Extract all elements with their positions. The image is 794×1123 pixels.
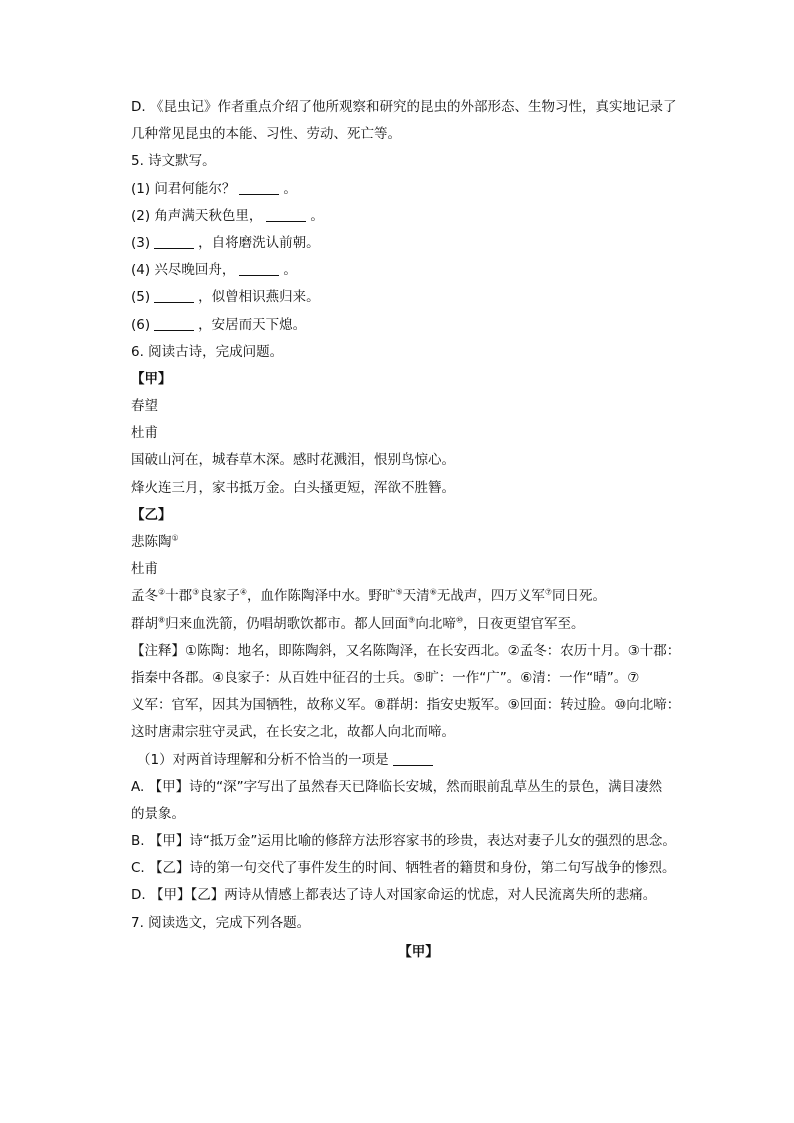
q7-title: 7. 阅读选文，完成下列各题。 <box>131 914 311 931</box>
poem-text: 向北啼 <box>415 615 456 632</box>
q6-option-d: D. 【甲】【乙】两诗从情感上都表达了诗人对国家命运的忧虑，对人民流离失所的悲痛。 <box>131 887 657 904</box>
answer-blank <box>239 261 279 276</box>
document-page <box>131 94 706 966</box>
q6-jia-label: 【甲】 <box>131 370 172 387</box>
q6-yi-label: 【乙】 <box>131 506 172 523</box>
q5-item <box>131 284 706 311</box>
q4-option-d-line2: 几种常见昆虫的本能、习性、劳动、死亡等。 <box>131 126 401 143</box>
poem-text: 无战声，四万义军 <box>436 588 545 605</box>
q6-option-b: B. 【甲】诗“抵万金”运用比喻的修辞方法形容家书的珍贵，表达对妻子儿女的强烈的思念。 <box>131 833 676 850</box>
note-marker: ⑩ <box>455 615 464 625</box>
q5-item-suffix: 。 <box>283 262 297 279</box>
q5-item <box>131 257 706 284</box>
q6-sub1 <box>131 747 706 774</box>
poem-text: 良家子 <box>199 588 240 605</box>
q7-jia-label: 【甲】 <box>398 943 439 960</box>
notes-line: 指秦中各郡。④良家子：从百姓中征召的士兵。⑤旷：一作“广”。⑥清：一作“晴”。⑦ <box>131 669 640 686</box>
q5-item-prefix: (6) <box>131 316 151 333</box>
q6-option-a-line2: 的景象。 <box>131 805 185 822</box>
poem-text: 孟冬 <box>131 588 158 605</box>
q5-item-prefix: (4) 兴尽晚回舟， <box>131 262 236 279</box>
q5-item <box>131 203 706 230</box>
poem-text: 天清 <box>402 588 430 605</box>
answer-blank <box>266 207 306 222</box>
poem-text: ，日夜更望官军至。 <box>463 615 585 632</box>
poem1-line1: 国破山河在，城春草木深。感时花溅泪，恨别鸟惊心。 <box>131 452 455 469</box>
poem2-line2 <box>131 611 706 638</box>
answer-blank <box>154 316 194 331</box>
answer-blank <box>154 288 194 303</box>
answer-blank <box>154 234 194 249</box>
q5-item-suffix: 。 <box>310 207 324 224</box>
q5-item-suffix: ，似曾相识燕归来。 <box>198 289 320 306</box>
q5-item <box>131 230 706 257</box>
q5-item-suffix: ，安居而天下熄。 <box>198 316 307 333</box>
poem2-author: 杜甫 <box>131 561 158 578</box>
q6-option-c: C. 【乙】诗的第一句交代了事件发生的时间、牺牲者的籍贯和身份，第二句写战争的惨烈。 <box>131 860 676 877</box>
q5-title: 5. 诗文默写。 <box>131 153 216 170</box>
answer-blank <box>393 751 433 766</box>
poem-text: ，血作陈陶泽中水。野旷 <box>247 588 396 605</box>
notes-line: 【注释】①陈陶：地名，即陈陶斜，又名陈陶泽，在长安西北。②孟冬：农历十月。③十郡： <box>131 642 681 659</box>
q5-item-prefix: (3) <box>131 234 151 251</box>
poem2-line1 <box>131 583 706 610</box>
q5-item-suffix: ，自将磨洗认前朝。 <box>198 234 320 251</box>
note-marker: ② <box>158 587 166 597</box>
poem-text: 归来血洗箭，仍唱胡歌饮都市。都人回面 <box>165 615 409 632</box>
notes-line: 义军：官军，因其为国牺牲，故称义军。⑧群胡：指安史叛军。⑨回面：转过脸。⑩向北啼： <box>131 697 681 714</box>
q5-item-suffix: 。 <box>283 180 297 197</box>
poem1-title: 春望 <box>131 398 158 415</box>
poem-text: 十郡 <box>165 588 193 605</box>
poem2-title: 悲陈陶 <box>131 534 172 550</box>
note-marker: ⑥ <box>429 587 437 597</box>
q6-title: 6. 阅读古诗，完成问题。 <box>131 343 284 360</box>
q5-item <box>131 176 706 203</box>
poem2-title-row <box>131 529 706 556</box>
note-marker: ④ <box>239 587 248 597</box>
poem1-author: 杜甫 <box>131 425 158 442</box>
note-marker: ⑧ <box>158 615 166 625</box>
q5-item-prefix: (5) <box>131 289 151 306</box>
q5-items <box>131 176 706 339</box>
poem-text: 同日死。 <box>552 588 607 605</box>
q6-option-a-line1: A. 【甲】诗的“深”字写出了虽然春天已降临长安城，然而眼前乱草丛生的景色，满目凄然 <box>131 778 663 795</box>
q4-option-d-line1: D. 《昆虫记》作者重点介绍了他所观察和研究的昆虫的外部形态、生物习性，真实地记录了 <box>131 99 677 115</box>
q5-item-prefix: (2) 角声满天秋色里， <box>131 207 263 224</box>
note-marker: ⑨ <box>408 615 416 625</box>
note-marker: ③ <box>192 587 200 597</box>
notes-line: 这时唐肃宗驻守灵武，在长安之北，故都人向北而啼。 <box>131 724 455 741</box>
q6-sub1-text: （1）对两首诗理解和分析不恰当的一项是 <box>137 751 389 768</box>
q5-item <box>131 312 706 339</box>
answer-blank <box>239 180 279 195</box>
note-marker: ⑦ <box>544 587 553 597</box>
poem-text: 群胡 <box>131 615 158 632</box>
q5-item-prefix: (1) 问君何能尔？ <box>131 180 236 197</box>
q6-notes <box>131 638 706 747</box>
poem2-title-note-mark: ① <box>171 533 179 543</box>
note-marker: ⑤ <box>395 587 403 597</box>
poem1-line2: 烽火连三月，家书抵万金。白头搔更短，浑欲不胜簪。 <box>131 479 455 496</box>
